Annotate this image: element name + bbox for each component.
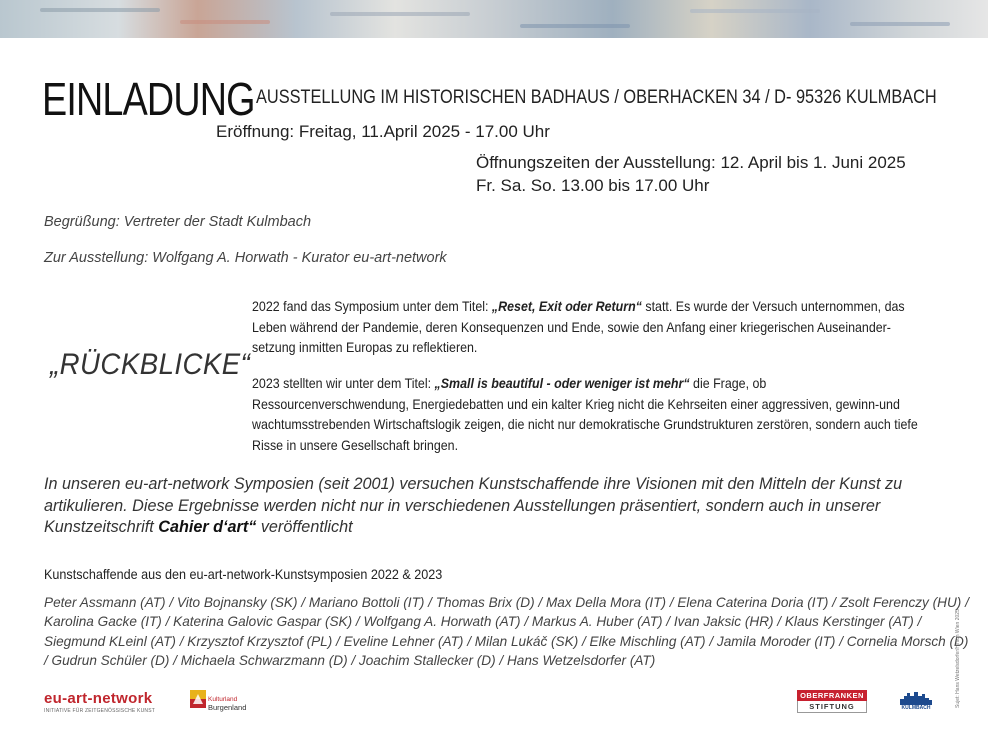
hours-days: Fr. Sa. So. 13.00 bis 17.00 Uhr bbox=[476, 176, 710, 195]
banner-stroke bbox=[40, 8, 160, 12]
p2023-symposium-title: „Small is beautiful - oder weniger ist mehr“ bbox=[434, 376, 690, 391]
paragraph-2022 bbox=[252, 297, 922, 359]
kulmbach-label: KULMBACH bbox=[901, 705, 931, 711]
invitation-title: EINLADUNG bbox=[42, 73, 255, 125]
image-credit-text: Sujet: Hans Wetzelsdorfer/Hirsch Wien 2025 bbox=[955, 609, 961, 708]
greeting-line: Begrüßung: Vertreter der Stadt Kulmbach bbox=[44, 214, 312, 230]
artists-heading: Kunstschaffende aus den eu-art-network-Kunstsymposien 2022 & 2023 bbox=[44, 566, 443, 582]
exhibition-intro-line: Zur Ausstellung: Wolfgang A. Horwath - Kurator eu-art-network bbox=[44, 250, 447, 266]
kulmbach-logo bbox=[898, 690, 934, 714]
burgenland-line1: Kulturland bbox=[208, 696, 238, 703]
image-credit bbox=[955, 588, 965, 708]
paragraph-2023 bbox=[252, 374, 922, 456]
venue-address: AUSSTELLUNG IM HISTORISCHEN BADHAUS / OBERHACKEN 34 / D- 95326 KULMBACH bbox=[256, 87, 937, 108]
p2023-text-end: die Frage, ob Ressourcenverschwendung, Energiedebatten und ein kalter Krieg nicht die Kehrseiten einer aggressiven, gewinn-und wachtumsstrebenden Wirtschaftslogik zeigen, die nicht nur demokratische Grundstrukturen zerstören, sondern auch tiefe Risse in unsere Gesellschaft bringen. bbox=[252, 376, 918, 453]
kulmbach-skyline-icon bbox=[898, 690, 934, 705]
opening-date: Eröffnung: Freitag, 11.April 2025 - 17.00 Uhr bbox=[216, 122, 550, 141]
p2022-symposium-title: „Reset, Exit oder Return“ bbox=[491, 299, 642, 314]
mission-text-end: veröffentlicht bbox=[256, 518, 353, 536]
banner-stroke bbox=[520, 24, 630, 28]
p2023-text-start: 2023 stellten wir unter dem Titel: bbox=[252, 376, 435, 391]
banner-stroke bbox=[850, 22, 950, 26]
banner-stroke bbox=[690, 9, 820, 13]
p2022-text-end: statt. Es wurde der Versuch unternommen, das Leben während der Pandemie, deren Konsequenzen und Ende, sowie den Anfang einer kriegerischen Auseinander-setzung inmitten Europas zu reflektieren. bbox=[252, 299, 905, 355]
stiftung-label: STIFTUNG bbox=[797, 701, 867, 713]
magazine-title: Cahier d‘art“ bbox=[158, 518, 257, 536]
burgenland-line2: Burgenland bbox=[208, 703, 247, 712]
oberfranken-label: OBERFRANKEN bbox=[797, 690, 867, 701]
opening-hours bbox=[476, 151, 906, 197]
eu-art-network-name: eu-art-network bbox=[44, 690, 153, 707]
p2022-text-start: 2022 fand das Symposium unter dem Titel: bbox=[252, 299, 492, 314]
mission-text-start: In unseren eu-art-network Symposien (seit 2001) versuchen Kunstschaffende ihre Visionen mit den Mitteln der Kunst zu artikulieren. Diese Ergebnisse werden nicht nur in verschiedenen Ausstellungen präsentiert, sondern auch in unserer Kunstzeitschrift bbox=[44, 475, 903, 536]
rueckblicke-heading: „RÜCKBLICKE“ bbox=[50, 348, 251, 381]
hours-dates: Öffnungszeiten der Ausstellung: 12. April bis 1. Juni 2025 bbox=[476, 153, 906, 172]
oberfranken-stiftung-logo bbox=[797, 690, 867, 713]
eu-art-network-tagline: INITIATIVE FÜR ZEITGENÖSSISCHE KUNST bbox=[44, 708, 156, 714]
banner-stroke bbox=[180, 20, 270, 24]
eu-art-network-logo bbox=[44, 690, 155, 714]
header-artwork-banner bbox=[0, 0, 988, 38]
burgenland-flag-icon bbox=[190, 690, 206, 708]
banner-stroke bbox=[330, 12, 470, 16]
mission-statement bbox=[44, 474, 944, 539]
artists-list: Peter Assmann (AT) / Vito Bojnansky (SK) / Mariano Bottoli (IT) / Thomas Brix (D) / Max Della Mora (IT) / Elena Caterina Doria (IT) / Zsolt Ferenczy (HU) / Karolina Gacke (IT) / Katerina Galovic Gaspar (SK) / Wolfgang A. Horwath (AT) / Markus A. Huber (AT) / Ivan Jaksic (HR) / Klaus Kerstinger (AT) / Siegmund KLeinl (AT) / Krzysztof Krzysztof (PL) / Eveline Lehner (AT) / Milan Lukáč (SK) / Elke Mischling (AT) / Jamila Moroder (IT) / Cornelia Morsch (D) / Gudrun Schüler (D) / Michaela Schwarzmann (D) / Joachim Stallecker (D) / Hans Wetzelsdorfer (AT) bbox=[44, 595, 969, 669]
kulturland-burgenland-logo bbox=[190, 690, 260, 714]
